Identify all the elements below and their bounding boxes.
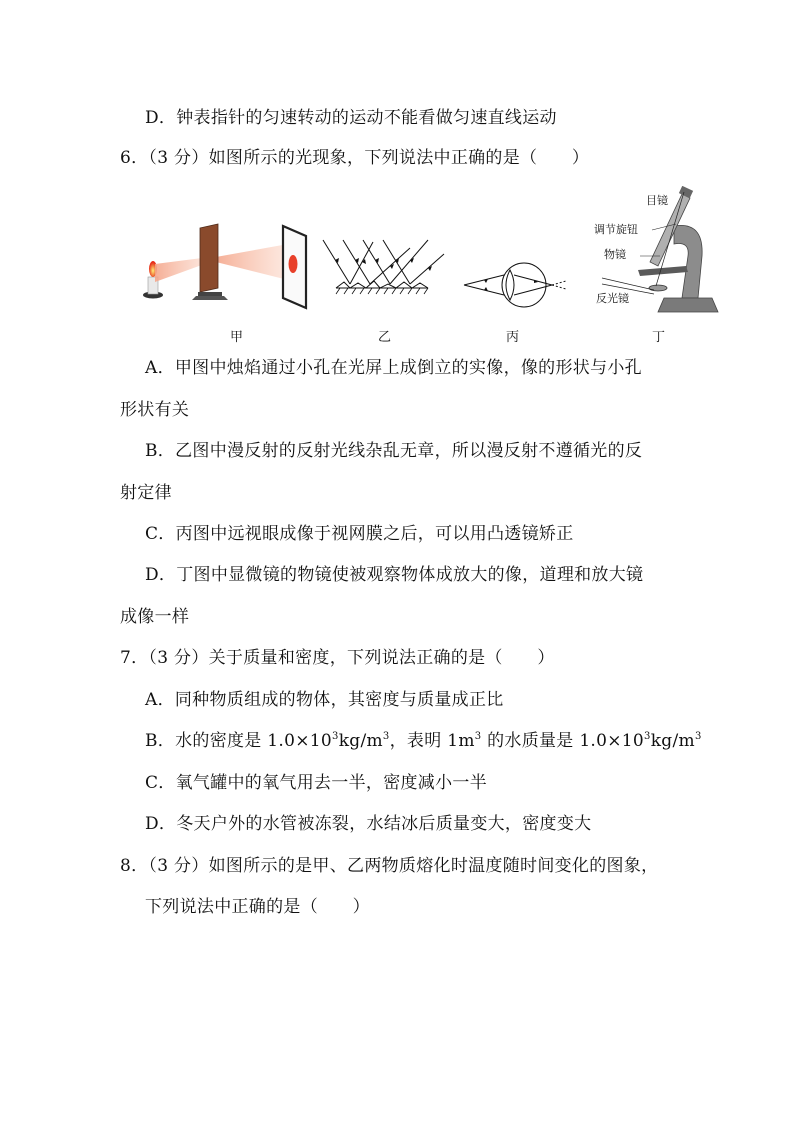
q7-option-c: C．氧气罐中的氧气用去一半，密度减小一半 xyxy=(145,773,488,793)
rough-surface xyxy=(336,281,428,288)
caption-ding: 丁 xyxy=(652,330,666,345)
label-eyepiece: 目镜 xyxy=(646,194,668,207)
figure-bing-farsighted-eye xyxy=(462,258,572,314)
label-mirror: 反光镜 xyxy=(596,292,629,305)
label-objective: 物镜 xyxy=(604,248,626,261)
figure-yi-diffuse-reflection xyxy=(318,238,448,298)
q6-option-d: D．丁图中显微镜的物镜使被观察物体成放大的像，道理和放大镜 xyxy=(145,565,644,585)
reflector-mirror xyxy=(649,285,667,291)
microscope-base xyxy=(658,298,718,312)
caption-jia: 甲 xyxy=(230,330,244,345)
q5-option-d: D．钟表指针的匀速转动的运动不能看做匀速直线运动 xyxy=(145,108,557,128)
figure-jia-pinhole xyxy=(138,222,313,312)
q7-option-d: D．冬天户外的水管被冻裂，水结冰后质量变大，密度变大 xyxy=(145,814,592,834)
q8-stem-cont: 下列说法中正确的是（ ） xyxy=(145,897,370,917)
q6-option-c: C．丙图中远视眼成像于视网膜之后，可以用凸透镜矫正 xyxy=(145,524,574,544)
q6-option-b-cont: 射定律 xyxy=(120,483,172,503)
q6-option-a-cont: 形状有关 xyxy=(120,400,190,420)
q6-option-b: B．乙图中漫反射的反射光线杂乱无章，所以漫反射不遵循光的反 xyxy=(145,441,643,461)
inverted-image xyxy=(289,255,298,273)
crystalline-lens xyxy=(506,270,514,300)
q7-stem: 7．（3 分）关于质量和密度，下列说法正确的是（ ） xyxy=(120,648,555,668)
figure-ding-microscope xyxy=(594,186,729,318)
caption-yi: 乙 xyxy=(378,330,392,345)
q8-stem: 8．（3 分）如图所示的是甲、乙两物质熔化时温度随时间变化的图象， xyxy=(120,856,659,876)
q6-option-d-cont: 成像一样 xyxy=(120,607,190,627)
pinhole-board xyxy=(200,224,218,292)
caption-bing: 丙 xyxy=(506,330,520,345)
label-adjust-knob: 调节旋钮 xyxy=(594,223,638,236)
stage xyxy=(638,266,688,276)
microscope-arm xyxy=(674,225,702,298)
q6-stem: 6．（3 分）如图所示的光现象，下列说法中正确的是（ ） xyxy=(120,148,590,168)
q6-option-a: A．甲图中烛焰通过小孔在光屏上成倒立的实像，像的形状与小孔 xyxy=(145,358,642,378)
q7-option-b: B．水的密度是 $1.0\times 10^3kg/m^3$，表明 $1m^3$ 的水质量是 $1.0\times 10^3kg/m^3$ xyxy=(145,731,702,751)
q7-option-a: A．同种物质组成的物体，其密度与质量成正比 xyxy=(145,690,504,710)
